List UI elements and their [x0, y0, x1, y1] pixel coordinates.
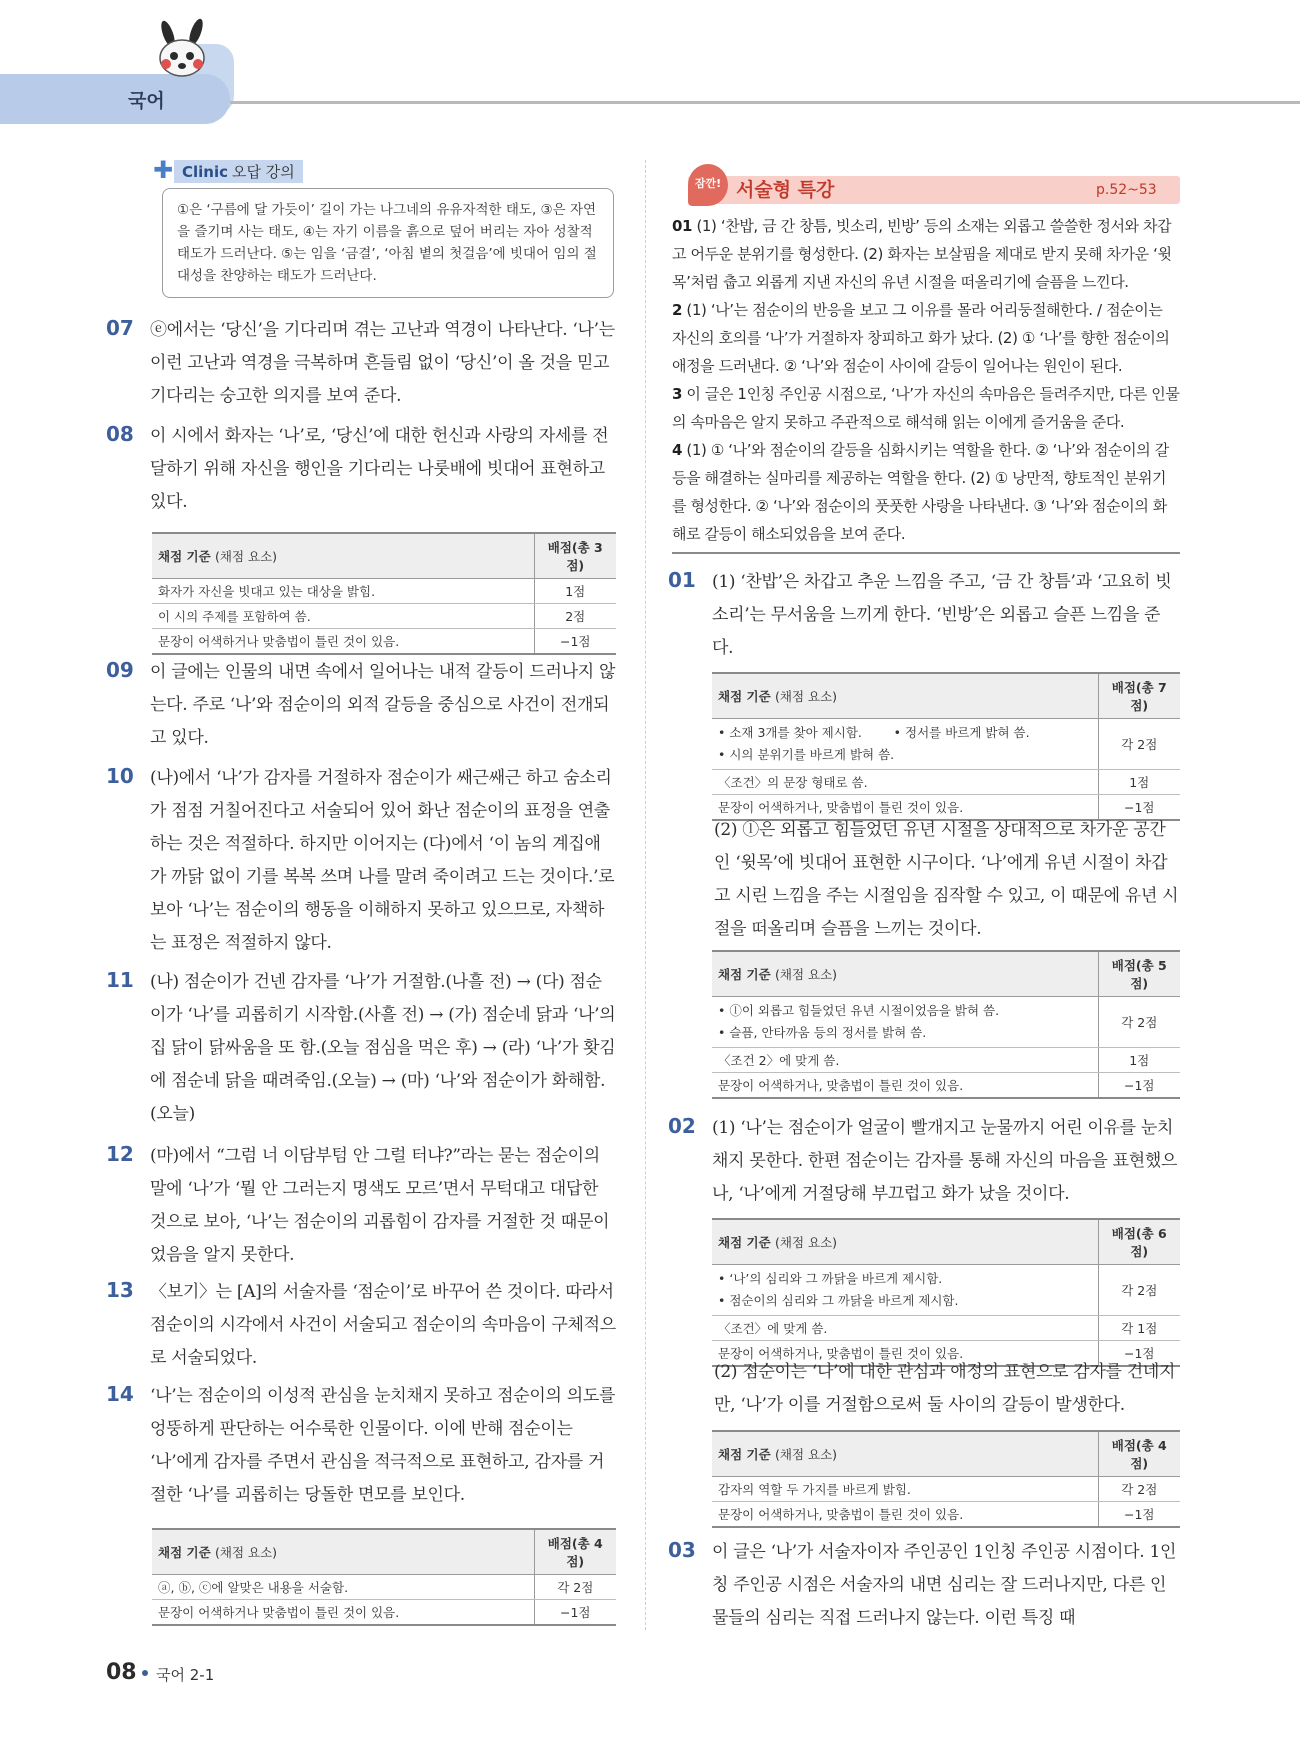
- clinic-section: [152, 156, 614, 298]
- scoring-table-14: [152, 1528, 616, 1626]
- criteria-cell: [712, 997, 1098, 1048]
- table-row: [152, 1575, 616, 1600]
- answer-number: 12: [106, 1142, 134, 1166]
- summary-number: 01: [672, 217, 693, 235]
- clinic-header: [152, 156, 614, 184]
- criteria-label: 채점 기준: [718, 1235, 771, 1250]
- criteria-label: 채점 기준: [158, 1545, 211, 1560]
- points-cell: −1점: [534, 1600, 616, 1626]
- plus-icon: ✚: [152, 156, 174, 184]
- answer-number: 01: [668, 568, 696, 592]
- criteria-cell: 화자가 자신을 빗대고 있는 대상을 밝힘.: [152, 579, 534, 604]
- banner-page-ref: p.52~53: [1096, 182, 1157, 198]
- summary-number: 3: [672, 385, 683, 403]
- criteria-sub: (채점 요소): [215, 1545, 278, 1560]
- criteria-label: 채점 기준: [718, 967, 771, 982]
- points-cell: 각 1점: [1098, 1316, 1180, 1341]
- criteria-sub: (채점 요소): [775, 689, 838, 704]
- answer-14: [106, 1380, 616, 1512]
- table-row: [712, 719, 1180, 770]
- scoring-table-08: [152, 532, 616, 655]
- answer-10: [106, 762, 616, 960]
- answer-13: [106, 1276, 616, 1375]
- points-header: 배점(총 7점): [1098, 673, 1180, 719]
- criteria-cell: 감자의 역할 두 가지를 바르게 밝힘.: [712, 1477, 1098, 1502]
- summary-text: (1) ‘나’는 점순이의 반응을 보고 그 이유를 몰라 어리둥절해한다. / 점순이는 자신의 호의를 ‘나’가 거절하자 창피하고 화가 났다. (2) ① ‘나’를 향한 점순이의 애정을 드러낸다. ② ‘나’와 점순이 사이에 갈등이 일어나는 원인이 된다.: [672, 301, 1170, 375]
- clinic-text: ①은 ‘구름에 달 가듯이’ 길이 가는 나그네의 유유자적한 태도, ③은 자연을 즐기며 사는 태도, ④는 자기 이름을 흙으로 덮어 버리는 자아 성찰적 태도가 드러난다. ⑤는 임을 ‘금결’, ‘아침 볕의 첫걸음’에 빗대어 임의 절대성을 찬양하는 태도가 드러난다.: [162, 188, 614, 298]
- criteria-sub: (채점 요소): [775, 1447, 838, 1462]
- answer-12: [106, 1140, 616, 1272]
- criteria-bullet: • ⓛ이 외롭고 힘들었던 유년 시절이었음을 밝혀 씀.: [718, 1003, 1000, 1018]
- points-cell: −1점: [1098, 795, 1180, 821]
- points-cell: −1점: [1098, 1341, 1180, 1367]
- answer-text: 이 글은 ‘나’가 서술자이자 주인공인 1인칭 주인공 시점이다. 1인칭 주인공 시점은 서술자의 내면 심리는 잘 드러나지만, 다른 인물들의 심리는 직접 드러나지 않는다. 이런 특징 때: [712, 1542, 1177, 1628]
- criteria-cell: 〈조건 2〉에 맞게 씀.: [712, 1048, 1098, 1073]
- criteria-header: [712, 1431, 1098, 1477]
- answer-text: (나)에서 ‘나’가 감자를 거절하자 점순이가 쌔근쌔근 하고 숨소리가 점점 거칠어진다고 서술되어 있어 화난 점순이의 표정을 연출하는 것은 적절하다. 하지만 이어지는 (다)에서 ‘이 놈의 계집애가 까닭 없이 기를 복복 쓰며 나를 말려 죽이려고 드는 것이다.’로 보아 ‘나’는 점순이의 행동을 이해하지 못하고 있으므로, 자책하는 표정은 적절하지 않다.: [150, 768, 615, 953]
- points-header: 배점(총 5점): [1098, 951, 1180, 997]
- criteria-cell: 이 시의 주제를 포함하여 씀.: [152, 604, 534, 629]
- criteria-cell: 문장이 어색하거나, 맞춤법이 틀린 것이 있음.: [712, 795, 1098, 821]
- book-label: 국어 2-1: [156, 1666, 215, 1684]
- answer-text: ⓔ에서는 ‘당신’을 기다리며 겪는 고난과 역경이 나타난다. ‘나’는 이런 고난과 역경을 극복하며 흔들림 없이 ‘당신’이 올 것을 믿고 기다리는 숭고한 의지를 보여 준다.: [150, 320, 615, 406]
- summary-number: 4: [672, 441, 683, 459]
- scoring-table-r01-2: [712, 950, 1180, 1099]
- answer-08: [106, 420, 616, 519]
- answer-number: 07: [106, 316, 134, 340]
- page-number: 08: [106, 1660, 137, 1685]
- table-row: [712, 770, 1180, 795]
- table-row: [712, 1265, 1180, 1316]
- short-answer-summary: [672, 212, 1180, 548]
- criteria-cell: [712, 719, 1098, 770]
- points-cell: 각 2점: [1098, 1477, 1180, 1502]
- answer-number: 02: [668, 1114, 696, 1138]
- header-rule: [230, 101, 1300, 104]
- points-cell: 1점: [1098, 1048, 1180, 1073]
- answer-09: [106, 656, 616, 755]
- points-cell: 각 2점: [1098, 1265, 1180, 1316]
- scoring-table-r02-2: [712, 1430, 1180, 1528]
- criteria-cell: 문장이 어색하거나, 맞춤법이 틀린 것이 있음.: [712, 1341, 1098, 1367]
- points-cell: −1점: [1098, 1073, 1180, 1099]
- criteria-bullet: • ‘나’의 심리와 그 까닭을 바르게 제시함.: [718, 1271, 943, 1286]
- answer-number: 08: [106, 422, 134, 446]
- answer-number: 11: [106, 968, 134, 992]
- criteria-label: 채점 기준: [718, 1447, 771, 1462]
- summary-text: 이 글은 1인칭 주인공 시점으로, ‘나’가 자신의 속마음은 들려주지만, 다른 인물의 속마음은 알지 못하고 주관적으로 해석해 읽는 이에게 즐거움을 준다.: [672, 385, 1180, 431]
- clinic-tag-label: Clinic: [182, 162, 229, 181]
- criteria-header: [152, 533, 534, 579]
- criteria-header: [152, 1529, 534, 1575]
- criteria-label: 채점 기준: [718, 689, 771, 704]
- criteria-cell: ⓐ, ⓑ, ⓒ에 알맞은 내용을 서술함.: [152, 1575, 534, 1600]
- right-answer-03: [668, 1536, 1180, 1635]
- criteria-header: [712, 673, 1098, 719]
- answer-number: 09: [106, 658, 134, 682]
- answer-number: 03: [668, 1538, 696, 1562]
- answer-text: 〈보기〉는 [A]의 서술자를 ‘점순이’로 바꾸어 쓴 것이다. 따라서 점순이의 시각에서 사건이 서술되고 점순이의 속마음이 구체적으로 서술되었다.: [150, 1282, 616, 1368]
- criteria-cell: 문장이 어색하거나, 맞춤법이 틀린 것이 있음.: [712, 1073, 1098, 1099]
- table-row: [152, 604, 616, 629]
- scoring-table-r02-1: [712, 1218, 1180, 1367]
- table-row: [712, 1316, 1180, 1341]
- criteria-bullet: • 점순이의 심리와 그 까닭을 바르게 제시함.: [718, 1293, 959, 1308]
- points-cell: 각 2점: [1098, 997, 1180, 1048]
- banner-title: 서술형 특강: [736, 179, 835, 201]
- answer-text: (1) ‘찬밥’은 차갑고 추운 느낌을 주고, ‘금 간 창틈’과 ‘고요히 빗소리’는 무서움을 느끼게 한다. ‘빈방’은 외롭고 슬픈 느낌을 준다.: [712, 572, 1172, 658]
- points-cell: 각 2점: [534, 1575, 616, 1600]
- summary-item: [672, 212, 1180, 296]
- right-answer-02: [668, 1112, 1180, 1211]
- criteria-sub: (채점 요소): [775, 967, 838, 982]
- answer-text: (마)에서 “그럼 너 이담부텀 안 그럴 터냐?”라는 묻는 점순이의 말에 ‘나’가 ‘뭘 안 그러는지 명색도 모르’면서 무턱대고 대답한 것으로 보아, ‘나’는 점순이의 괴롭힘이 감자를 거절한 것 때문이었음을 알지 못한다.: [150, 1146, 610, 1265]
- table-row: [712, 997, 1180, 1048]
- table-row: [712, 1477, 1180, 1502]
- points-cell: 각 2점: [1098, 719, 1180, 770]
- criteria-bullets: [718, 722, 1092, 744]
- subject-label: 국어: [128, 90, 165, 112]
- points-header: 배점(총 3점): [534, 533, 616, 579]
- table-row: [152, 629, 616, 655]
- criteria-bullet: • 슬픔, 안타까움 등의 정서를 밝혀 씀.: [718, 1025, 927, 1040]
- summary-item: [672, 380, 1180, 436]
- points-header: 배점(총 6점): [1098, 1219, 1180, 1265]
- points-header: 배점(총 4점): [534, 1529, 616, 1575]
- answer-text: ‘나’는 점순이의 이성적 관심을 눈치채지 못하고 점순이의 의도를 엉뚱하게 판단하는 어수룩한 인물이다. 이에 반해 점순이는 ‘나’에게 감자를 주면서 관심을 적극적으로 표현하고, 감자를 거절한 ‘나’를 괴롭히는 당돌한 면모를 보인다.: [150, 1386, 616, 1505]
- summary-rule: [672, 552, 1180, 554]
- points-cell: −1점: [534, 629, 616, 655]
- answer-number: 14: [106, 1382, 134, 1406]
- table-row: [712, 1073, 1180, 1099]
- answer-text: (1) ‘나’는 점순이가 얼굴이 빨개지고 눈물까지 어린 이유를 눈치채지 못한다. 한편 점순이는 감자를 통해 자신의 마음을 표현했으나, ‘나’에게 거절당해 부끄럽고 화가 났을 것이다.: [712, 1118, 1178, 1204]
- points-cell: 1점: [534, 579, 616, 604]
- answer-number: 13: [106, 1278, 134, 1302]
- points-cell: −1점: [1098, 1502, 1180, 1528]
- answer-text: 이 시에서 화자는 ‘나’로, ‘당신’에 대한 헌신과 사랑의 자세를 전달하기 위해 자신을 행인을 기다리는 나룻배에 빗대어 표현하고 있다.: [150, 426, 609, 512]
- points-header: 배점(총 4점): [1098, 1431, 1180, 1477]
- table-row: [152, 579, 616, 604]
- criteria-bullet: • 소재 3개를 찾아 제시함.: [718, 725, 862, 740]
- criteria-cell: 〈조건〉의 문장 형태로 씀.: [712, 770, 1098, 795]
- criteria-sub: (채점 요소): [775, 1235, 838, 1250]
- criteria-cell: [712, 1265, 1098, 1316]
- footer-bullet-icon: [142, 1670, 148, 1676]
- points-cell: 1점: [1098, 770, 1180, 795]
- table-row: [712, 1502, 1180, 1528]
- column-divider: [645, 160, 646, 1630]
- criteria-label: 채점 기준: [158, 549, 211, 564]
- answer-text: (나) 점순이가 건넨 감자를 ‘나’가 거절함.(나흘 전) → (다) 점순이가 ‘나’를 괴롭히기 시작함.(사흘 전) → (가) 점순네 닭과 ‘나’의 집 닭이 닭싸움을 또 함.(오늘 점심을 먹은 후) → (라) ‘나’가 홧김에 점순네 닭을 때려죽임.(오늘) → (마) ‘나’와 점순이가 화해함.(오늘): [150, 972, 616, 1124]
- clinic-tag: [174, 160, 303, 183]
- summary-text: (1) ① ‘나’와 점순이의 갈등을 심화시키는 역할을 한다. ② ‘나’와 점순이의 갈등을 해결하는 실마리를 제공하는 역할을 한다. (2) ① 낭만적, 향토적인 분위기를 형성한다. ② ‘나’와 점순이의 풋풋한 사랑을 나타낸다. ③ ‘나’와 점순이의 화해로 갈등이 해소되었음을 보여 준다.: [672, 441, 1169, 543]
- table-row: [712, 1048, 1180, 1073]
- summary-item: [672, 436, 1180, 548]
- criteria-cell: 문장이 어색하거나 맞춤법이 틀린 것이 있음.: [152, 1600, 534, 1626]
- scoring-table-r01-1: [712, 672, 1180, 821]
- criteria-cell: 문장이 어색하거나 맞춤법이 틀린 것이 있음.: [152, 629, 534, 655]
- criteria-cell: 〈조건〉에 맞게 씀.: [712, 1316, 1098, 1341]
- summary-item: [672, 296, 1180, 380]
- criteria-sub: (채점 요소): [215, 549, 278, 564]
- mascot-icon: [146, 18, 226, 82]
- right-answer-01: [668, 566, 1180, 665]
- criteria-bullet: • 정서를 바르게 밝혀 씀.: [893, 725, 1030, 740]
- answer-07: [106, 314, 616, 413]
- criteria-cell: 문장이 어색하거나, 맞춤법이 틀린 것이 있음.: [712, 1502, 1098, 1528]
- right-answer-02-part2: (2) 점순이는 ‘나’에 대한 관심과 애정의 표현으로 감자를 건네지만, ‘나’가 이를 거절함으로써 둘 사이의 갈등이 발생한다.: [714, 1362, 1176, 1415]
- criteria-header: [712, 1219, 1098, 1265]
- answer-11: [106, 966, 616, 1131]
- right-answer-01-part2: (2) ⓛ은 외롭고 힘들었던 유년 시절을 상대적으로 차가운 공간인 ‘윗목’에 빗대어 표현한 시구이다. ‘나’에게 유년 시절이 차갑고 시린 느낌을 주는 시절임을 짐작할 수 있고, 이 때문에 유년 시절을 떠올리며 슬픔을 느끼는 것이다.: [714, 820, 1179, 939]
- points-cell: 2점: [534, 604, 616, 629]
- clinic-tag-sub: 오답 강의: [232, 162, 295, 181]
- summary-text: (1) ‘찬밥, 금 간 창틈, 빗소리, 빈방’ 등의 소재는 외롭고 쓸쓸한 정서와 차갑고 어두운 분위기를 형성한다. (2) 화자는 보살핌을 제대로 받지 못해 차가운 ‘윗목’처럼 춥고 외롭게 지낸 자신의 유년 시절을 떠올리기에 슬픔을 느낀다.: [672, 217, 1172, 291]
- criteria-header: [712, 951, 1098, 997]
- criteria-bullet: • 시의 분위기를 바르게 밝혀 씀.: [718, 747, 895, 762]
- banner-badge: 잠깐!: [688, 164, 728, 206]
- table-row: [152, 1600, 616, 1626]
- answer-text: 이 글에는 인물의 내면 속에서 일어나는 내적 갈등이 드러나지 않는다. 주로 ‘나’와 점순이의 외적 갈등을 중심으로 사건이 전개되고 있다.: [150, 662, 616, 748]
- answer-number: 10: [106, 764, 134, 788]
- summary-number: 2: [672, 301, 683, 319]
